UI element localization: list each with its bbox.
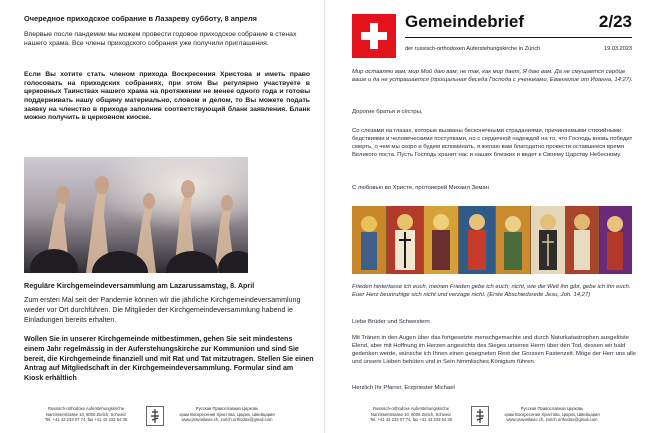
- ru-message: Со слезами на глазах, которые вызваны бесконечными страданиями, причиняемыми стихийными бедствиями и человеческими поступками, но с сердечной надеждой на то, что Господь вновь победит смерть, о чем мы скоро и будем вспоминать, я желаю вам благодатно провести оставшееся время Великого поста. Пусть Господь хранит нас и наших близких и ведет к Своему Царству Небесному.: [352, 128, 633, 159]
- footer-line: Русская Православная Церковь: [195, 406, 259, 411]
- raised-hands-photo: [24, 157, 248, 273]
- footer-line: Tel. +41 43 233 07 74, fax +41 43 233 64 35: [369, 417, 453, 423]
- footer-line: Русская Православная Церковь: [520, 406, 584, 411]
- footer-address-ru: [497, 406, 607, 423]
- title-divider: [405, 37, 632, 38]
- ru-meeting-paragraph: Впервые после пандемии мы можем провести годовое приходское собрание в стенах нашего храма. Все члены приходского собрания уже получили приглашения.: [24, 31, 297, 47]
- footer-line: Russisch-orthodoxe Auferstehungskirche: [47, 406, 125, 411]
- ru-membership-paragraph: Если Вы хотите стать членом прихода Воскресения Христова и иметь право голосовать на приходских собраниях, при этом Вы регулярно участвуете в церковных Таинствах нашего храма на протяжении не менее одного года и готовы поддерживать нашу общину материально, словом и делом, то Вы можете подать заявку на членство в приходе заполнив соответствующий бланк заявления. Бланк можно получить в церковном киоске.: [24, 71, 310, 122]
- issue-number: 2/23: [598, 12, 632, 31]
- issue-date: 19.03.2023: [604, 46, 632, 52]
- swiss-flag-icon: [352, 14, 396, 58]
- left-footer: [0, 406, 325, 428]
- ru-signature: С любовью во Христе, протоиерей Михаил Земан: [352, 185, 489, 191]
- footer-address-de: [359, 406, 463, 423]
- church-logo-icon: [146, 406, 164, 426]
- footer-line: храм Воскресения Христова, Цюрих, Швейцария: [179, 411, 275, 417]
- newsletter-title: Gemeindebrief: [405, 12, 525, 31]
- ru-gospel-quote: Мир оставляю вам, мир Мой даю вам; не так, как мир дает, Я даю вам. Да не смущается сердце ваше и да не устрашается (прощальная беседа Господа с учениками, Евангелие от Иоанна, 14:27).: [352, 69, 633, 84]
- footer-line: храм Воскресения Христова, Цюрих, Швейцария: [504, 411, 600, 417]
- footer-line: www.pravoslavie.ch, zurich.orthodox@gmail.com: [506, 417, 598, 423]
- de-signature: Herzlich Ihr Pfarrer, Erzpriester Michael: [352, 385, 455, 391]
- icon-panel-1: [352, 206, 386, 274]
- footer-line: Narzissenstrasse 10, 8006 Zürich, Schweiz: [45, 411, 127, 417]
- newsletter-subtitle: der russisch-orthodoxen Auferstehungskirche in Zürich: [405, 46, 541, 52]
- de-membership-paragraph: Wollen Sie in unserer Kirchgemeinde mitbestimmen, gehen Sie seit mindestens einem Jahr regelmässig in der Auferstehungskirche zur Kommunion und sind Sie bereit, die Kirchgemeinde finanziell und mit Rat und Tat mitzutragen. Stellen Sie einen Antrag auf Mitgliedschaft in der Kirchgemeindeversammlung. Formular sind am Kiosk erhältlich: [24, 335, 314, 383]
- right-page: [325, 0, 650, 433]
- de-meeting-paragraph: Zum ersten Mal seit der Pandemie können wir die jährliche Kirchgemeindeversammlung wieder vor Ort durchführen. Die Mitglieder der Kirchgemeindeversammlung habend ie Einladungen bereits erhalten.: [24, 296, 301, 324]
- icon-strip: [352, 206, 632, 274]
- footer-line: Tel. +41 43 233 07 74, fax +41 43 233 64 35: [44, 417, 128, 423]
- church-logo-icon: [471, 406, 489, 426]
- footer-address-ru: [172, 406, 282, 423]
- de-meeting-heading: Reguläre Kirchgemeindeversammlung am Lazarussamstag, 8. April: [24, 281, 255, 290]
- footer-line: www.pravoslavie.ch, zurich.orthodox@gmail.com: [181, 417, 273, 423]
- footer-address-de: [34, 406, 138, 423]
- de-greeting: Liebe Brüder und Schwestern: [352, 319, 430, 325]
- footer-line: Narzissenstrasse 10, 8006 Zürich, Schweiz: [370, 411, 452, 417]
- right-footer: [325, 406, 650, 428]
- ru-meeting-heading: Очередное приходское собрание в Лазареву субботу, 8 апреля: [24, 14, 257, 23]
- de-gospel-quote: Frieden hinterlasse ich euch, meinen Frieden gebe ich euch; nicht, wie die Welt ihn gibt, gebe ich ihn euch. Euer Herz beunruhige sich nicht und verzage nicht. (Erste Abschiedsrede Jesu, Joh. 14,27): [352, 284, 631, 299]
- footer-line: Russisch-orthodoxe Auferstehungskirche: [372, 406, 450, 411]
- de-message: Mit Tränen in den Augen über das fortgesetzte menschgemachte und durch Naturkatastrophen ausgelöste Elend, aber mit Hoffnung im Herzen angesichts des Sieges unseres Herrn über den Tod, dessen wir bald gedenken werde, wünsche ich Ihnen einen gesegneten Rest der Grossen Fastenzeit. Möge der Herr uns alle und unsere Lieben behüten und in Sein himmlisches Königtum führen.: [352, 335, 636, 366]
- ru-greeting: Дорогие братья и сёстры,: [352, 109, 423, 115]
